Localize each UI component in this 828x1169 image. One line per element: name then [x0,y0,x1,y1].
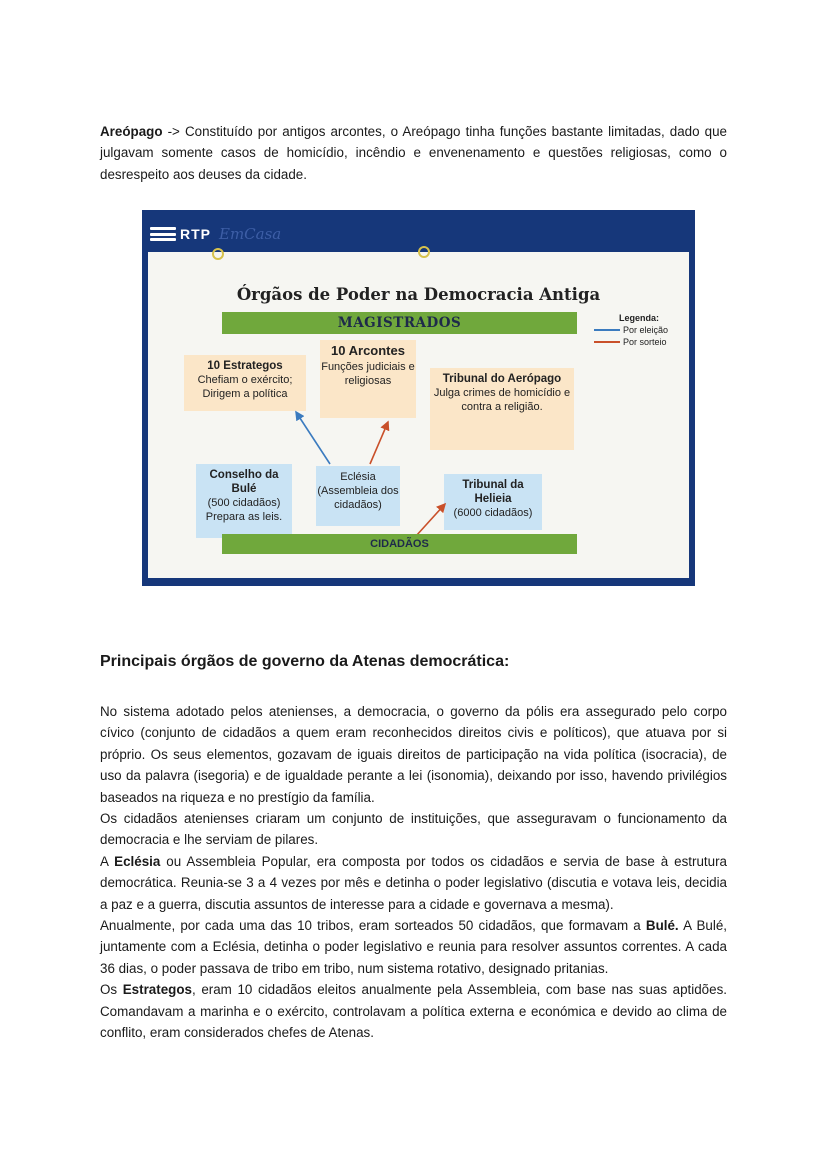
estrategos-desc: Chefiam o exército; Dirigem a política [197,374,293,400]
paragraph-1: No sistema adotado pelos atenienses, a democracia, o governo da pólis era assegurado pelo corpo cívico (conjunto de cidadãos a quem eram reconhecidos direitos civis e políticos), que atuava por si próprio. Os seus elementos, gozavam de iguais direitos de participação na vida política (isocracia), de uso da palavra (isegoria) e de igualdade perante a lei (isonomia), deixando por isso, havendo privilégios baseados na riqueza e no prestígio da família. [100,704,727,805]
legend [594,312,684,348]
legend-row-lottery [594,336,684,348]
rtp-logo-text: RTP [180,226,211,242]
helieia-box [444,474,542,530]
text-span: , eram 10 cidadãos eleitos anualmente pela Assembleia, com base nas suas aptidões. Comandavam a marinha e o exército, controlavam a política externa e económica e devido ao clima de conflito, eram considerados chefes de Atenas. [100,982,727,1041]
arcontes-title: 10 Arcontes [331,343,405,358]
areopago-term: Areópago [100,124,163,139]
text-span: Os [100,982,123,998]
video-top-bar [142,210,695,250]
intro-paragraph [100,121,727,185]
eclesia-to-estrategos-arrow [296,412,330,464]
estrategos-box [184,355,306,411]
bule-desc: (500 cidadãos) Prepara as leis. [205,497,283,523]
text-span: A Bulé, juntamente com a Eclésia, detinha o poder legislativo e reunia para resolver assuntos correntes. A cada 36 dias, o poder passava de tribo em tribo, num sistema rotativo, designado pritanias. [100,918,727,976]
text-span: ou Assembleia Popular, era composta por todos os cidadãos e servia de base à estrutura democrática. Reunia-se 3 a 4 vezes por mês e detinha o poder legislativo (discutia e votava leis, decidia a paz e a guerra, discutia assuntos de interesse para a cidade e governava a mesma). [100,853,727,912]
areopago-box [430,368,574,450]
estrategos-title: 10 Estrategos [207,360,283,372]
body-text [100,701,727,1044]
areopago-title: Tribunal do Aerópago [442,373,562,385]
estrategos-term: Estrategos [122,982,192,998]
text-span: Anualmente, por cada uma das 10 tribos, eram sorteados 50 cidadãos, que formavam a [100,918,646,934]
magistrados-bar: MAGISTRADOS [222,312,577,334]
eclesia-to-arcontes-arrow [370,422,388,464]
rtp-logo [150,226,281,242]
cidadaos-to-helieia-arrow [416,504,445,536]
diagram-slide [148,252,689,578]
text-span: A [100,853,115,869]
diagram-title: Órgãos de Poder na Democracia Antiga [236,285,601,304]
paragraph-2: Os cidadãos atenienses criaram um conjunto de instituições, que asseguravam o funcionamento da democracia e lhe serviam de pilares. [100,811,727,848]
eclesia-title: Eclésia [340,471,376,483]
legend-election-label: Por eleição [623,325,669,335]
arcontes-box [320,340,416,418]
eclesia-desc: (Assembleia dos cidadãos) [317,485,399,511]
legend-title: Legenda: [618,313,659,323]
bule-term: Bulé. [645,918,679,934]
section-heading: Principais órgãos de governo da Atenas democrática: [100,653,510,670]
decorative-circle-icon [418,246,430,258]
helieia-title: Tribunal da Helieia [462,479,524,505]
arcontes-desc: Funções judiciais e religiosas [321,361,415,387]
eclesia-box [316,466,400,526]
decorative-circle-icon [212,248,224,260]
bule-box [196,464,292,538]
rtp-stripes-icon [150,227,176,241]
helieia-desc: (6000 cidadãos) [453,507,533,519]
diagram-image [142,210,695,586]
areopago-desc: Julga crimes de homicídio e contra a religião. [433,387,571,413]
blue-arrow-icon [594,329,620,331]
paragraph-5 [100,979,727,1043]
intro-text: -> Constituído por antigos arcontes, o Areópago tinha funções bastante limitadas, dado que julgavam somente casos de homicídio, incêndio e envenenamento e questões religiosas, como o desrespeito aos deuses da cidade. [100,124,727,182]
red-arrow-icon [594,341,620,343]
paragraph-3 [100,851,727,915]
cidadaos-bar: CIDADÃOS [222,534,577,554]
bule-title: Conselho da Bulé [209,469,279,495]
emcasa-logo-text: EmCasa [219,225,282,243]
eclesia-term: Eclésia [114,853,161,869]
legend-lottery-label: Por sorteio [623,337,667,347]
paragraph-4 [100,915,727,979]
legend-row-election [594,324,684,336]
